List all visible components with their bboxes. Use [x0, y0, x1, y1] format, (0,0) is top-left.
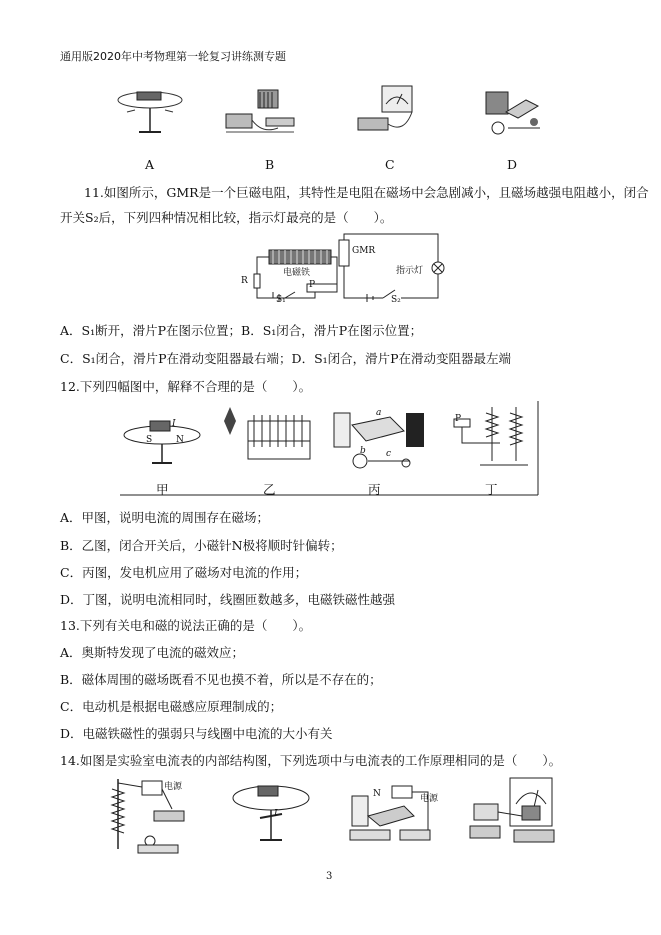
q13-option-d: D．电磁铁磁性的强弱只与线圈中电流的大小有关 [60, 726, 333, 741]
q12-caption-yi: 乙 [263, 482, 276, 497]
q13-option-b: B．磁体周围的磁场既看不见也摸不着，所以是不存在的； [60, 672, 382, 687]
q10-figure-d [478, 82, 548, 144]
q12-label-s: S [146, 435, 153, 445]
q14-figure-4 [466, 776, 566, 856]
q10-option-d-label: D [507, 157, 518, 172]
q13-option-a: A．奥斯特发现了电流的磁效应； [60, 645, 245, 660]
q12-figure-frame [120, 401, 540, 497]
q12-option-a: A．甲图，说明电流的周围存在磁场； [60, 510, 270, 525]
q11-label-s2: S₂ [391, 295, 401, 305]
q10-option-c-label: C [385, 157, 395, 172]
q14-label-n: N [373, 789, 381, 799]
q12-caption-ding: 丁 [485, 482, 498, 497]
q12-option-d: D．丁图，说明电流相同时，线圈匝数越多，电磁铁磁性越强 [60, 592, 396, 607]
q12-option-b: B．乙图，闭合开关后，小磁针N极将顺时针偏转； [60, 538, 343, 553]
q11-label-r: R [241, 276, 248, 286]
q14-label-power-1: 电源 [164, 782, 183, 792]
q11-label-lamp: 指示灯 [396, 266, 424, 276]
q11-option-line-2: C．S₁闭合，滑片P在滑动变阻器最右端；D．S₁闭合，滑片P在滑动变阻器最左端 [60, 351, 512, 366]
q12-caption-jia: 甲 [156, 482, 169, 497]
q11-label-p: P [309, 280, 316, 290]
q11-stem-line-2: 开关S₂后，下列四种情况相比较，指示灯最亮的是（ ）。 [60, 210, 393, 225]
q11-label-coil: 电磁铁 [283, 268, 311, 278]
q12-stem: 12.下列四幅图中，解释不合理的是（ ）。 [60, 379, 312, 394]
q14-label-i: I [274, 809, 278, 819]
q12-caption-bing: 丙 [368, 482, 381, 497]
q11-label-gmr: GMR [352, 246, 376, 256]
q11-label-s1: S₁ [276, 295, 286, 305]
q11-stem-line-1: 11.如图所示，GMR是一个巨磁电阻，其特性是电阻在磁场中会急剧减小，且磁场越强电阻越小，闭合 [84, 185, 649, 200]
q12-label-n: N [176, 435, 184, 445]
page-header: 通用版2020年中考物理第一轮复习讲练测专题 [60, 50, 286, 63]
q10-figure-a [115, 82, 185, 144]
q13-stem: 13.下列有关电和磁的说法正确的是（ ）。 [60, 618, 312, 633]
q14-stem: 14.如图是实验室电流表的内部结构图，下列选项中与电流表的工作原理相同的是（ ）。 [60, 753, 562, 768]
q12-label-a: a [376, 408, 382, 418]
q12-label-i: I [172, 419, 176, 429]
q12-label-b: b [360, 446, 366, 456]
q12-label-c: c [386, 449, 392, 459]
q10-option-a-label: A [145, 157, 155, 172]
q12-label-p: P [455, 414, 462, 424]
q11-option-line-1: A．S₁断开，滑片P在图示位置；B．S₁闭合，滑片P在图示位置； [60, 323, 423, 338]
q12-option-c: C．丙图，发电机应用了磁场对电流的作用； [60, 565, 308, 580]
q10-option-b-label: B [265, 157, 275, 172]
q10-figure-b [222, 84, 302, 142]
q10-figure-c [352, 82, 424, 144]
page-number: 3 [326, 871, 333, 882]
q14-label-power-2: 电源 [420, 794, 439, 804]
q14-figure-2 [230, 778, 312, 856]
q13-option-c: C．电动机是根据电磁感应原理制成的； [60, 699, 283, 714]
